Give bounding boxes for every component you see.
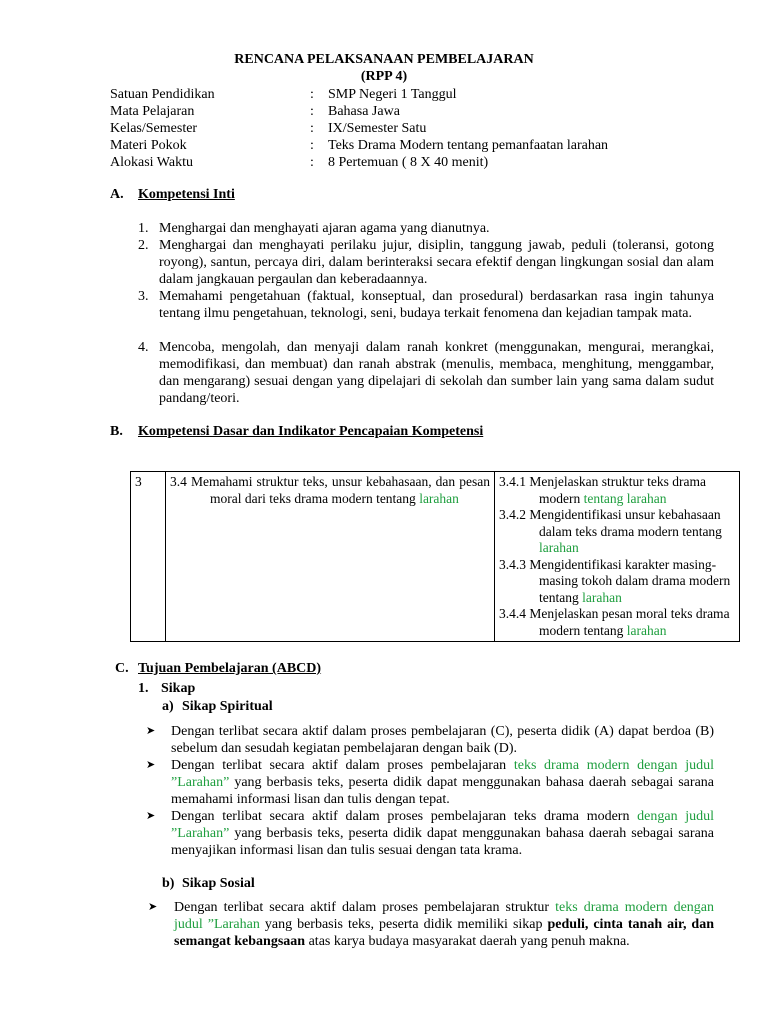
- table-row: [131, 472, 740, 642]
- section-letter: B.: [110, 424, 123, 439]
- arrow-bullet-icon: ➤: [146, 810, 156, 822]
- bullet-green-text: teks drama modern dengan judul ”Larahan: [174, 900, 714, 932]
- info-value: Teks Drama Modern tentang pemanfaatan larahan: [328, 138, 609, 153]
- info-row: [110, 120, 730, 137]
- indicator-green-text: larahan: [626, 622, 667, 638]
- indicator-text: 3.4.1 Menjelaskan struktur teks drama modern: [499, 474, 706, 506]
- bullet-text: Dengan terlibat secara aktif dalam proses pembelajaran (C), peserta didik (A) dapat berdoa (B) sebelum dan sesudah kegiatan pembelajaran dengan baik (D).: [171, 724, 714, 756]
- info-colon: :: [310, 87, 314, 102]
- bullet-text-part: yang berbasis teks, peserta didik dapat menggunakan bahasa daerah sebagai sarana menyajikan informasi lisan dan tulis sesuai dengan tata krama.: [171, 826, 714, 858]
- list-number: 2.: [138, 238, 149, 253]
- kd-text: 3.4 Memahami struktur teks, unsur kebahasaan, dan pesan moral dari teks drama modern tentang: [170, 474, 490, 506]
- indicator-green-text: larahan: [539, 540, 579, 555]
- subsection-title: Sikap: [161, 681, 196, 696]
- info-row: [110, 137, 730, 154]
- info-colon: :: [310, 138, 314, 153]
- arrow-bullet-icon: ➤: [146, 759, 156, 771]
- document-subtitle: (RPP 4): [360, 69, 408, 84]
- info-label: Satuan Pendidikan: [110, 87, 215, 102]
- list-text: Mencoba, mengolah, dan menyaji dalam ranah konkret (menggunakan, mengurai, merangkai, memodifikasi, dan membuat) dan ranah abstrak (menulis, membaca, menghitung, menggambar, dan mengarang) sesuai dengan yang dipelajari di sekolah dan sumber lain yang sama dalam sudut pandang/teori.: [159, 340, 714, 406]
- info-value: Bahasa Jawa: [328, 104, 400, 119]
- subsection-title: Sikap Spiritual: [182, 699, 273, 714]
- bullet-text-part: yang berbasis teks, peserta didik dapat menggunakan bahasa daerah sebagai sarana memahami informasi lisan dan tulis dengan tepat.: [171, 775, 714, 807]
- bullet-text: [171, 757, 714, 808]
- list-text: Menghargai dan menghayati ajaran agama yang dianutnya.: [159, 221, 490, 236]
- section-letter: A.: [110, 187, 124, 202]
- list-text: Menghargai dan menghayati perilaku jujur, disiplin, tanggung jawab, peduli (toleransi, gotong royong), santun, percaya diri, dalam berinteraksi secara efektif dengan lingkungan sosial dan alam dalam jangkauan pergaulan dan keberadaannya.: [159, 238, 714, 287]
- info-label: Alokasi Waktu: [110, 155, 193, 170]
- indicator-text: 3.4.3 Mengidentifikasi karakter masing-masing tokoh dalam drama modern tentang: [499, 556, 731, 605]
- list-text: Memahami pengetahuan (faktual, konseptual, dan prosedural) berdasarkan rasa ingin tahunya tentang ilmu pengetahuan, teknologi, seni, budaya terkait fenomena dan kejadian tampak mata.: [159, 289, 714, 321]
- indicator-green-text: larahan: [582, 589, 622, 605]
- indicator-text: 3.4.4 Menjelaskan pesan moral teks drama modern tentang: [499, 606, 730, 638]
- list-number: 1.: [138, 221, 149, 236]
- info-value: 8 Pertemuan ( 8 X 40 menit): [328, 155, 489, 170]
- document-title: RENCANA PELAKSANAAN PEMBELAJARAN: [234, 52, 534, 67]
- bullet-text-part: Dengan terlibat secara aktif dalam proses pembelajaran teks drama modern: [171, 809, 630, 824]
- bullet-green-text: dengan judul ”Larahan”: [171, 809, 715, 841]
- subsection-label: a): [162, 699, 174, 714]
- info-row: [110, 86, 730, 103]
- subsection-title: Sikap Sosial: [182, 876, 255, 891]
- list-number: 4.: [138, 340, 149, 355]
- subsection-number: 1.: [138, 681, 149, 696]
- bullet-text: [171, 808, 714, 859]
- table-cell-kd: [166, 472, 495, 642]
- bullet-text-part: Dengan terlibat secara aktif dalam proses pembelajaran: [171, 758, 507, 773]
- table-cell-number: 3: [131, 472, 166, 642]
- competency-table: [130, 471, 740, 642]
- section-title: Tujuan Pembelajaran (ABCD): [138, 661, 322, 676]
- bullet-green-text: teks drama modern dengan judul ”Larahan”: [171, 758, 715, 790]
- bullet-text-part: atas karya budaya masyarakat daerah yang penuh makna.: [308, 934, 630, 949]
- info-value: IX/Semester Satu: [328, 121, 427, 136]
- table-cell-indicators: [495, 472, 740, 642]
- bullet-text: [174, 899, 714, 950]
- info-row: [110, 154, 730, 171]
- list-number: 3.: [138, 289, 149, 304]
- bullet-bold-text: peduli, cinta tanah air, dan semangat kebangsaan: [174, 917, 715, 949]
- kd-green-text: larahan: [419, 490, 459, 506]
- bullet-text-part: yang berbasis teks, peserta didik memiliki sikap: [264, 917, 543, 932]
- indicator-green-text: tentang larahan: [583, 490, 667, 506]
- section-title: Kompetensi Inti: [138, 187, 235, 202]
- indicator-text: 3.4.2 Mengidentifikasi unsur kebahasaan dalam teks drama modern tentang: [499, 507, 722, 539]
- info-label: Kelas/Semester: [110, 121, 198, 136]
- info-colon: :: [310, 104, 314, 119]
- bullet-text-part: Dengan terlibat secara aktif dalam proses pembelajaran struktur: [174, 900, 550, 915]
- info-label: Mata Pelajaran: [110, 104, 195, 119]
- arrow-bullet-icon: ➤: [146, 725, 156, 737]
- info-row: [110, 103, 730, 120]
- section-letter: C.: [115, 661, 129, 676]
- section-title: Kompetensi Dasar dan Indikator Pencapaian Kompetensi: [138, 424, 484, 439]
- info-colon: :: [310, 121, 314, 136]
- info-colon: :: [310, 155, 314, 170]
- info-value: SMP Negeri 1 Tanggul: [328, 87, 457, 102]
- subsection-label: b): [162, 876, 175, 891]
- info-label: Materi Pokok: [110, 138, 187, 153]
- arrow-bullet-icon: ➤: [148, 901, 158, 913]
